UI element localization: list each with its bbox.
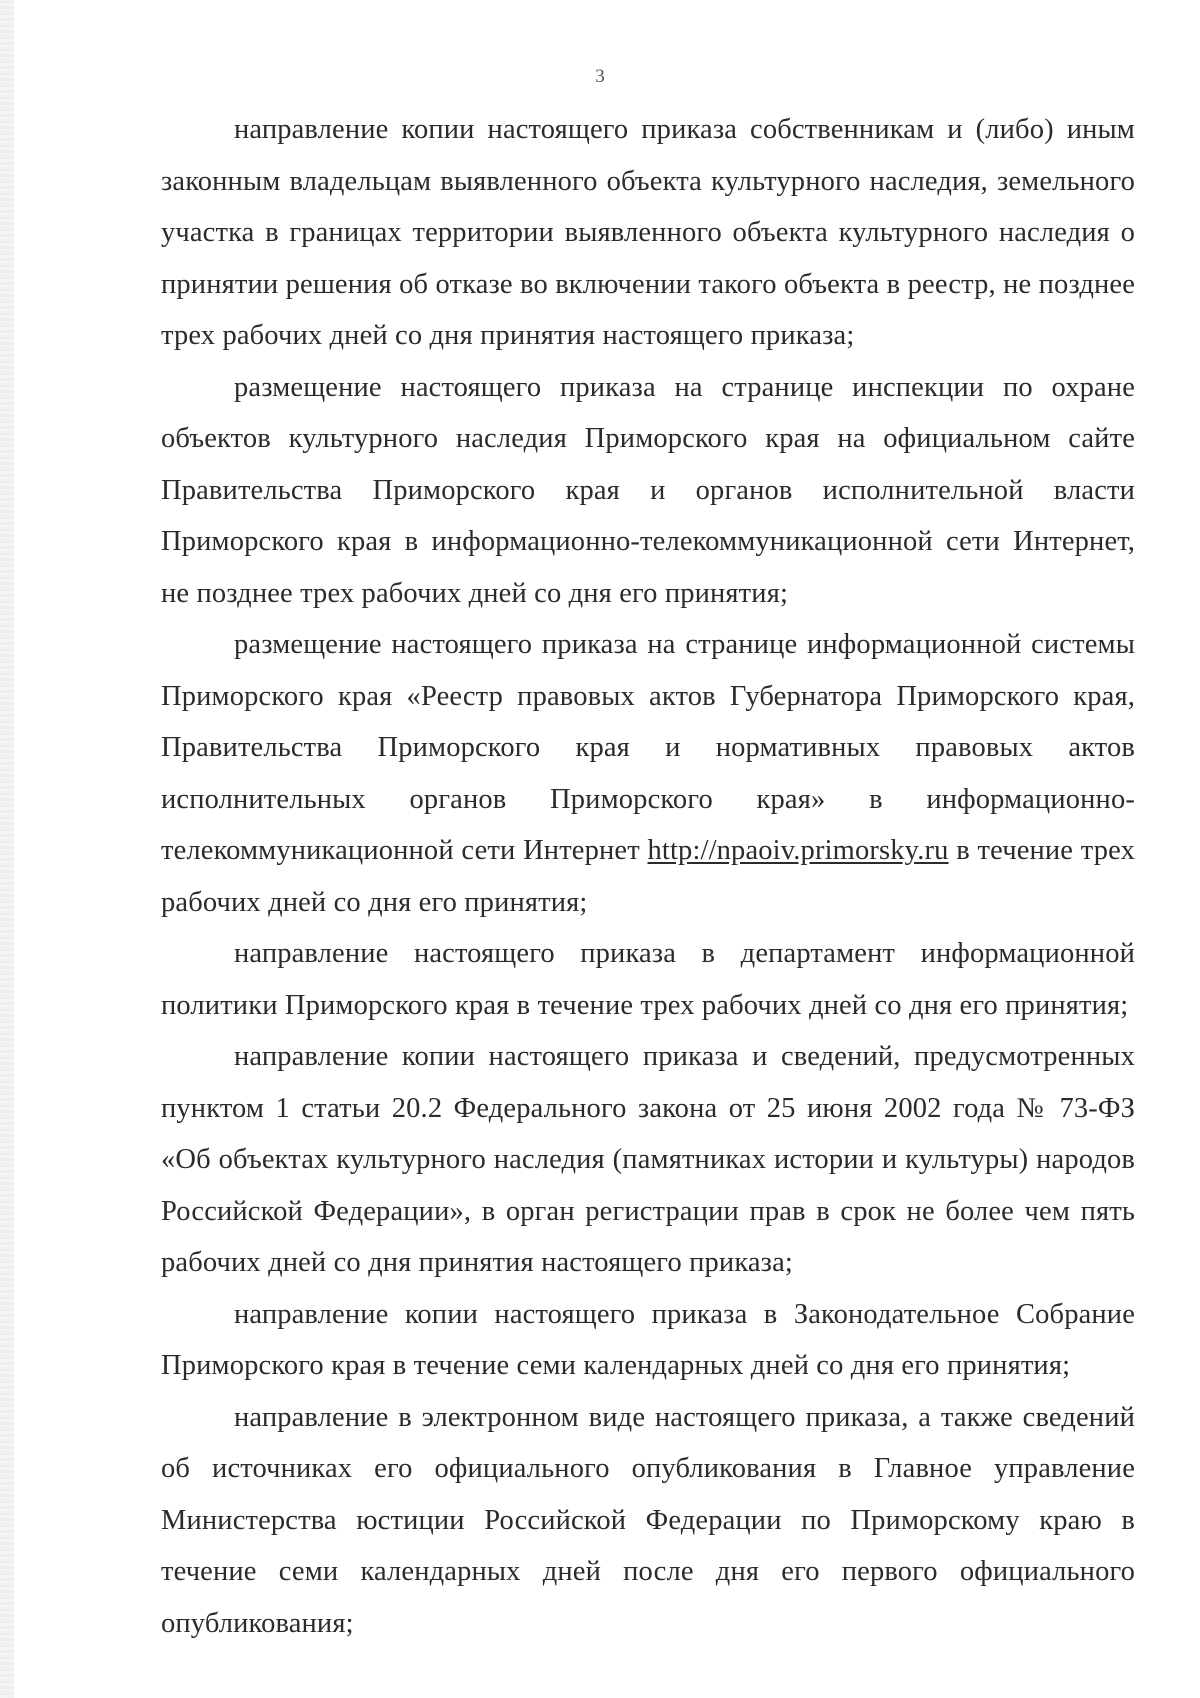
- paragraph-send-info-policy-dept: направление настоящего приказа в департамент информационной политики Приморского края в течение трех рабочих дней со дня его принятия;: [161, 938, 1135, 1021]
- scan-edge-artifact: [0, 0, 14, 1698]
- document-body: [161, 104, 1135, 1649]
- registry-link[interactable]: http://npaoiv.primorsky.ru: [647, 835, 949, 866]
- paragraph-text-after-link: в течение трех рабочих дней со дня его принятия;: [161, 835, 1135, 918]
- paragraph-text-before-link: размещение настоящего приказа на странице информационной системы Приморского края «Реестр правовых актов Губернатора Приморского края, Правительства Приморского края и нормативных правовых актов исполнительных органов Приморского края» в информационно-телекоммуникационной сети Интернет: [161, 629, 1135, 866]
- paragraph-send-ministry-justice: направление в электронном виде настоящего приказа, а также сведений об источниках его официального опубликования в Главное управление Министерства юстиции Российской Федерации по Приморскому краю в течение семи календарных дней после дня его первого официального опубликования;: [161, 1401, 1135, 1639]
- paragraph-notify-owners: направление копии настоящего приказа собственникам и (либо) иным законным владельцам выявленного объекта культурного наследия, земельного участка в границах территории выявленного объекта культурного наследия о принятии решения об отказе во включении такого объекта в реестр, не позднее трех рабочих дней со дня принятия настоящего приказа;: [161, 114, 1135, 351]
- paragraph-publish-legal-registry: [161, 619, 1135, 928]
- paragraph-publish-inspection-page: размещение настоящего приказа на странице инспекции по охране объектов культурного наследия Приморского края на официальном сайте Правительства Приморского края и органов исполнительной власти Приморского края в информационно-телекоммуникационной сети Интернет, не позднее трех рабочих дней со дня его принятия;: [161, 371, 1135, 609]
- page-number: 3: [595, 66, 605, 87]
- paragraph-send-registration-authority: направление копии настоящего приказа и сведений, предусмотренных пунктом 1 статьи 20.2 Федерального закона от 25 июня 2002 года № 73-ФЗ «Об объектах культурного наследия (памятниках истории и культуры) народов Российской Федерации», в орган регистрации прав в срок не более чем пять рабочих дней со дня принятия настоящего приказа;: [161, 1041, 1135, 1278]
- paragraph-send-legislative-assembly: направление копии настоящего приказа в Законодательное Собрание Приморского края в течение семи календарных дней со дня его принятия;: [161, 1298, 1135, 1381]
